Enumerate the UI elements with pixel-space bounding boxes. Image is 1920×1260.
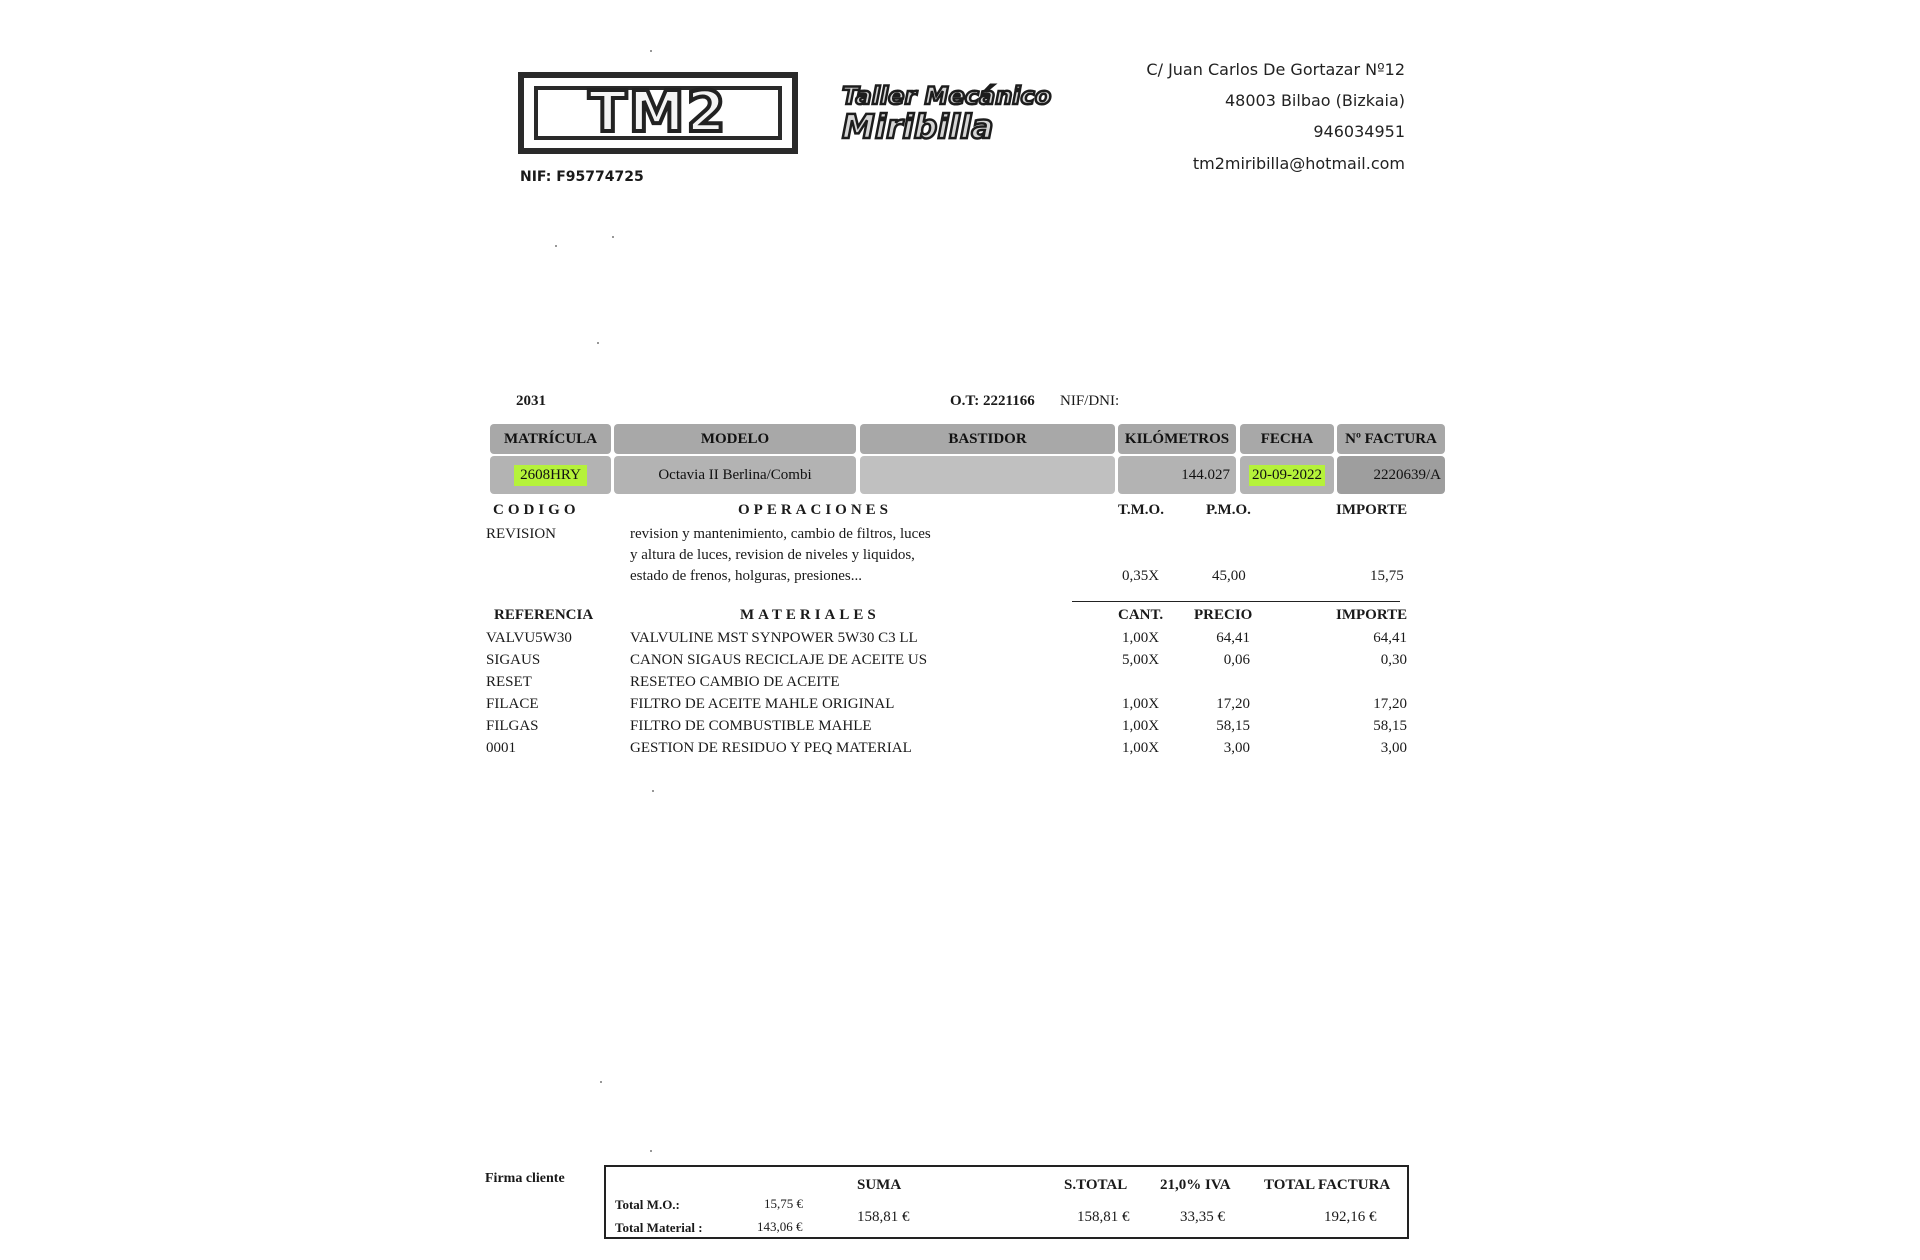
material-desc: FILTRO DE COMBUSTIBLE MAHLE xyxy=(630,718,872,734)
header-referencia: REFERENCIA xyxy=(494,607,594,623)
material-importe: 3,00 xyxy=(1380,740,1407,756)
material-desc: GESTION DE RESIDUO Y PEQ MATERIAL xyxy=(630,740,912,756)
material-precio: 64,41 xyxy=(1216,630,1250,646)
material-precio: 58,15 xyxy=(1216,718,1250,734)
op-importe: 15,75 xyxy=(1370,568,1404,584)
value-matricula: 2608HRY xyxy=(514,465,587,486)
header-precio: PRECIO xyxy=(1194,607,1253,623)
value-fecha: 20-09-2022 xyxy=(1249,465,1325,486)
material-desc: RESETEO CAMBIO DE ACEITE xyxy=(630,674,840,690)
scan-speck xyxy=(555,245,557,247)
brand-line-2: Miribilla xyxy=(842,107,994,146)
op-tmo: 0,35X xyxy=(1122,568,1160,584)
suma-value: 158,81 € xyxy=(857,1209,910,1225)
header-operaciones: OPERACIONES xyxy=(738,502,893,518)
scan-speck xyxy=(597,342,599,344)
material-importe: 0,30 xyxy=(1380,652,1407,668)
value-fecha-cell xyxy=(1240,456,1334,494)
total-mo-label: Total M.O.: xyxy=(615,1197,680,1212)
header-bastidor: BASTIDOR xyxy=(860,424,1115,454)
op-line-1: revision y mantenimiento, cambio de filtros, luces xyxy=(630,526,931,542)
header-factura: Nº FACTURA xyxy=(1337,424,1445,454)
material-cant: 1,00X xyxy=(1122,740,1160,756)
header-tmo: T.M.O. xyxy=(1118,502,1164,518)
scan-speck xyxy=(650,1150,652,1152)
material-importe: 58,15 xyxy=(1373,718,1407,734)
material-ref: SIGAUS xyxy=(486,652,541,668)
company-logo xyxy=(518,72,798,154)
total-material-label: Total Material : xyxy=(615,1220,703,1235)
value-modelo-cell xyxy=(614,456,856,494)
address-line-2: 48003 Bilbao (Bizkaia) xyxy=(1224,91,1405,110)
header-kilometros: KILÓMETROS xyxy=(1118,424,1236,454)
material-ref: 0001 xyxy=(486,740,516,756)
header-importe-op: IMPORTE xyxy=(1336,502,1408,518)
iva-label: 21,0% IVA xyxy=(1160,1177,1231,1193)
value-factura: 2220639/A xyxy=(1373,466,1441,483)
firma-cliente: Firma cliente xyxy=(485,1171,565,1186)
value-kilometros: 144.027 xyxy=(1181,466,1230,483)
brand-line-1: Taller Mecánico xyxy=(842,82,1052,110)
value-modelo: Octavia II Berlina/Combi xyxy=(658,466,812,483)
header-matricula: MATRÍCULA xyxy=(490,424,611,454)
phone: 946034951 xyxy=(1313,122,1405,141)
value-bastidor-cell xyxy=(860,456,1115,494)
material-desc: CANON SIGAUS RECICLAJE DE ACEITE US xyxy=(630,652,928,668)
material-ref: FILACE xyxy=(486,696,539,712)
material-precio: 17,20 xyxy=(1216,696,1250,712)
header-importe-mat: IMPORTE xyxy=(1336,607,1408,623)
scan-speck xyxy=(612,236,614,238)
address-line-1: C/ Juan Carlos De Gortazar Nº12 xyxy=(1146,60,1405,79)
total-material-value: 143,06 € xyxy=(757,1219,803,1234)
material-cant: 1,00X xyxy=(1122,630,1160,646)
scan-speck xyxy=(650,50,652,52)
materials-separator xyxy=(1072,601,1400,602)
total-factura-label: TOTAL FACTURA xyxy=(1264,1177,1391,1193)
client-code: 2031 xyxy=(516,393,546,409)
material-cant: 1,00X xyxy=(1122,718,1160,734)
material-ref: RESET xyxy=(486,674,532,690)
company-nif: NIF: F95774725 xyxy=(520,169,644,185)
header-fecha: FECHA xyxy=(1240,424,1334,454)
material-cant: 5,00X xyxy=(1122,652,1160,668)
suma-label: SUMA xyxy=(857,1177,902,1193)
material-ref: VALVU5W30 xyxy=(486,630,572,646)
header-codigo: CODIGO xyxy=(493,502,580,518)
header-modelo: MODELO xyxy=(614,424,856,454)
order-number: O.T: 2221166 xyxy=(950,393,1035,409)
value-factura-cell xyxy=(1337,456,1445,494)
stotal-label: S.TOTAL xyxy=(1064,1177,1128,1193)
iva-value: 33,35 € xyxy=(1180,1209,1225,1225)
header-materiales: MATERIALES xyxy=(740,607,880,623)
op-line-3: estado de frenos, holguras, presiones... xyxy=(630,568,863,584)
op-pmo: 45,00 xyxy=(1212,568,1246,584)
material-precio: 0,06 xyxy=(1223,652,1250,668)
email: tm2miribilla@hotmail.com xyxy=(1192,154,1405,173)
material-importe: 17,20 xyxy=(1373,696,1407,712)
stotal-value: 158,81 € xyxy=(1077,1209,1130,1225)
scan-speck xyxy=(652,790,654,792)
value-matricula-cell xyxy=(490,456,611,494)
op-line-2: y altura de luces, revision de niveles y liquidos, xyxy=(630,547,915,563)
scan-speck xyxy=(600,1081,602,1083)
header-pmo: P.M.O. xyxy=(1206,502,1251,518)
material-cant: 1,00X xyxy=(1122,696,1160,712)
value-kilometros-cell xyxy=(1118,456,1236,494)
nif-dni-label: NIF/DNI: xyxy=(1060,393,1120,409)
total-mo-value: 15,75 € xyxy=(764,1196,803,1211)
header-cant: CANT. xyxy=(1118,607,1164,623)
op-codigo: REVISION xyxy=(486,526,556,542)
total-factura-value: 192,16 € xyxy=(1324,1209,1377,1225)
material-importe: 64,41 xyxy=(1373,630,1407,646)
material-desc: VALVULINE MST SYNPOWER 5W30 C3 LL xyxy=(630,630,918,646)
material-desc: FILTRO DE ACEITE MAHLE ORIGINAL xyxy=(630,696,895,712)
material-ref: FILGAS xyxy=(486,718,539,734)
material-precio: 3,00 xyxy=(1223,740,1250,756)
logo-text: TM2 xyxy=(588,80,728,145)
